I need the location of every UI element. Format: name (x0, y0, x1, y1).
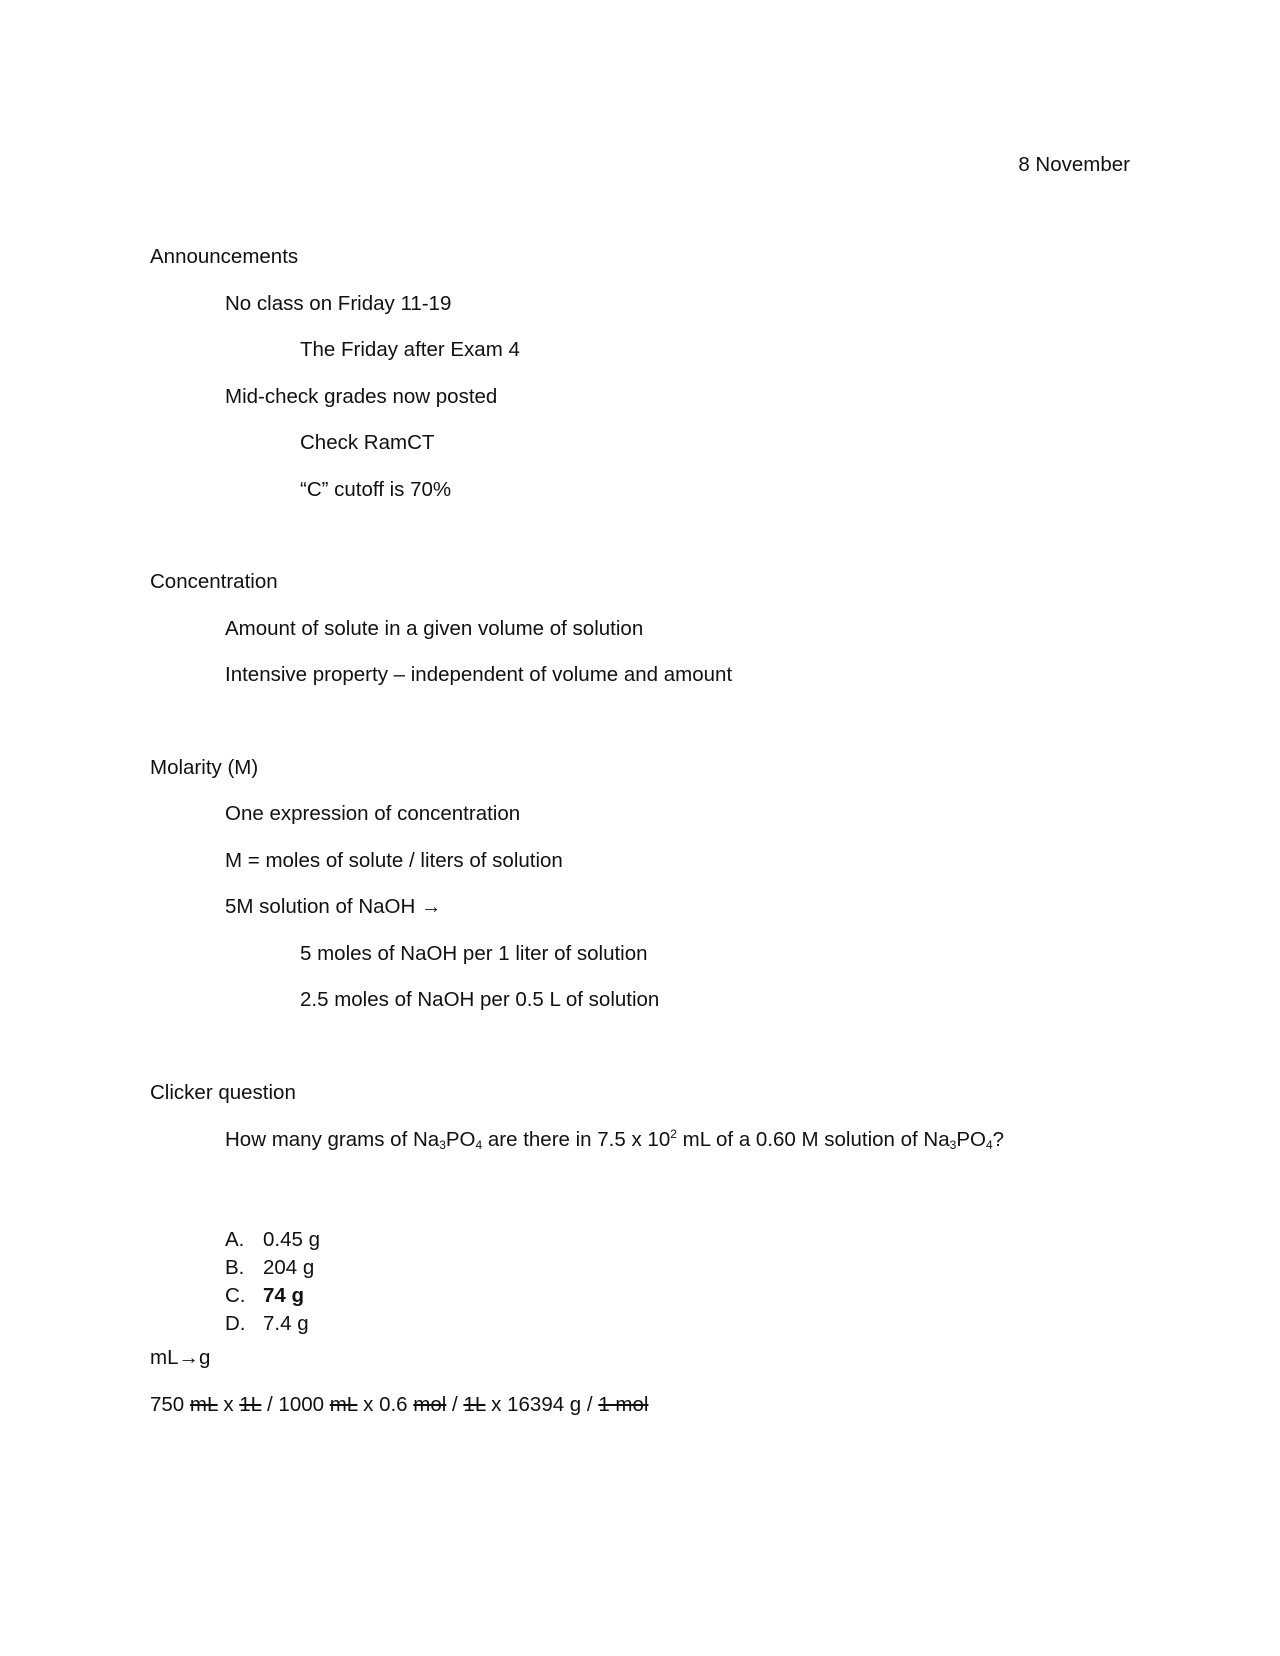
clicker-heading: Clicker question (150, 1081, 296, 1104)
clicker-question (225, 1127, 1004, 1153)
calc-part: / 1000 (261, 1393, 330, 1416)
calc-part: 750 (150, 1393, 190, 1416)
question-sub-4: 4 (985, 1138, 993, 1152)
cancelled-unit: mol (413, 1393, 447, 1416)
question-text-3: are there in 7.5 x 10 (482, 1128, 671, 1151)
option-letter: C. (225, 1284, 246, 1307)
announcement-midcheck-detail-1: Check RamCT (300, 431, 435, 454)
cancelled-unit: 1L (239, 1393, 262, 1416)
option-b (225, 1254, 320, 1282)
option-d (225, 1310, 320, 1338)
question-text-2: PO (445, 1128, 476, 1151)
cancelled-unit: mL (189, 1393, 218, 1416)
answer-options (225, 1226, 320, 1338)
question-sub-1: 3 (439, 1138, 446, 1152)
announcement-no-class: No class on Friday 11-19 (225, 292, 452, 315)
question-sup: 2 (670, 1127, 677, 1141)
calc-part: x (217, 1393, 240, 1416)
molarity-expression: One expression of concentration (225, 802, 521, 825)
conversion-calculation (150, 1392, 648, 1418)
option-a (225, 1226, 320, 1254)
option-letter: A. (225, 1228, 245, 1251)
molarity-example-detail-2: 2.5 moles of NaOH per 0.5 L of solution (300, 988, 660, 1011)
conversion-label: mL→g (150, 1346, 211, 1369)
announcement-no-class-detail: The Friday after Exam 4 (300, 338, 520, 361)
concentration-property: Intensive property – independent of volume and amount (225, 663, 733, 686)
cancelled-unit: 1 mol (598, 1393, 649, 1416)
announcements-heading: Announcements (150, 245, 299, 268)
molarity-example: 5M solution of NaOH → (225, 895, 442, 918)
question-text-1: How many grams of Na (225, 1128, 440, 1151)
molarity-formula: M = moles of solute / liters of solution (225, 849, 563, 872)
question-text-5: PO (956, 1128, 986, 1151)
option-letter: B. (225, 1256, 245, 1279)
concentration-heading: Concentration (150, 570, 278, 593)
option-letter: D. (225, 1312, 246, 1335)
calc-part: x 0.6 (357, 1393, 414, 1416)
announcement-midcheck-detail-2: “C” cutoff is 70% (300, 478, 452, 501)
question-text-4: mL of a 0.60 M solution of Na (676, 1128, 950, 1151)
option-value: 7.4 g (263, 1312, 309, 1335)
question-text-6: ? (992, 1128, 1005, 1151)
concentration-definition: Amount of solute in a given volume of solution (225, 617, 644, 640)
option-value: 204 g (263, 1256, 315, 1279)
option-c (225, 1282, 320, 1310)
date-header: 8 November (1018, 153, 1130, 176)
option-value-correct: 74 g (263, 1284, 305, 1307)
molarity-example-detail-1: 5 moles of NaOH per 1 liter of solution (300, 942, 648, 965)
cancelled-unit: mL (329, 1393, 358, 1416)
announcement-midcheck: Mid-check grades now posted (225, 385, 498, 408)
calc-part: / (446, 1393, 464, 1416)
option-value: 0.45 g (263, 1228, 320, 1251)
calc-part: x 16394 g / (485, 1393, 599, 1416)
question-sub-3: 3 (949, 1138, 957, 1152)
cancelled-unit: 1L (463, 1393, 486, 1416)
question-sub-2: 4 (475, 1138, 483, 1152)
molarity-heading: Molarity (M) (150, 756, 259, 779)
